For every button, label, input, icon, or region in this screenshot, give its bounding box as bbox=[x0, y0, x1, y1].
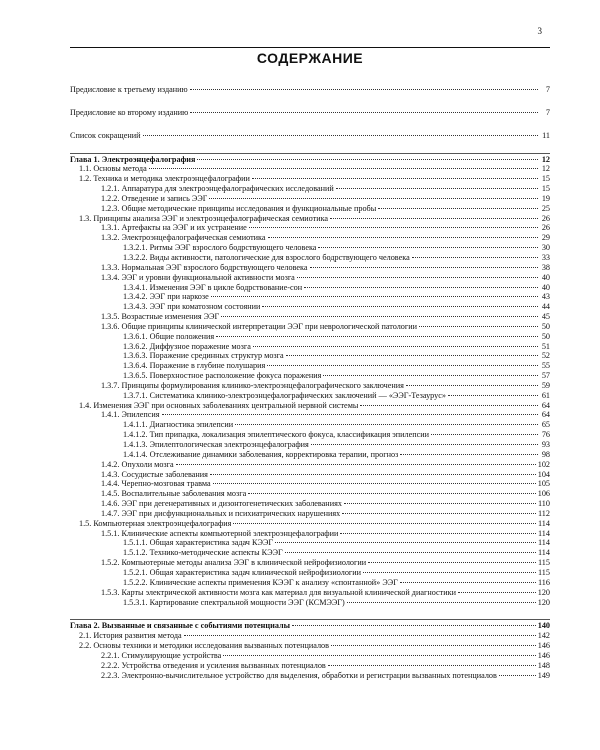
toc-entry-page: 148 bbox=[537, 660, 550, 670]
toc-leader-dots bbox=[213, 483, 536, 484]
toc-entry-page: 65 bbox=[541, 420, 550, 430]
toc-entry-label: 1.3.6.5. Поверхностное расположение фокуса поражения bbox=[123, 371, 322, 381]
toc-entry-page: 98 bbox=[541, 449, 550, 459]
toc-entry bbox=[70, 450, 550, 460]
toc-entry-label: 1.3.3. Нормальная ЭЭГ взрослого бодрствующего человека bbox=[101, 262, 308, 272]
toc-entry bbox=[70, 631, 550, 641]
toc-entry-page: 140 bbox=[537, 621, 550, 631]
toc-leader-dots bbox=[268, 237, 538, 238]
toc-entry-page: 106 bbox=[537, 489, 550, 499]
toc-entry-page: 12 bbox=[541, 154, 550, 164]
toc-entry-label: 1.3.6.4. Поражение в глубине полушария bbox=[123, 361, 266, 371]
toc-entry-page: 112 bbox=[538, 508, 550, 518]
toc-entry bbox=[70, 108, 550, 118]
toc-leader-dots bbox=[221, 316, 538, 317]
toc-entry bbox=[70, 312, 550, 322]
toc-leader-dots bbox=[248, 493, 535, 494]
toc-leader-dots bbox=[211, 296, 538, 297]
toc-entry-label: 1.2.3. Общие методические принципы исследования и функциональные пробы bbox=[101, 203, 377, 213]
toc-entry-label: 2.2.3. Электронно-вычислительное устройство для выделения, обработки и регистрации вызванных потенциалов bbox=[101, 670, 497, 680]
toc-leader-dots bbox=[190, 89, 538, 90]
toc-entry-page: 33 bbox=[541, 252, 550, 262]
toc-entry-page: 146 bbox=[537, 641, 550, 651]
toc-entry-label: 2.2.2. Устройства отведения и усиления вызванных потенциалов bbox=[101, 660, 326, 670]
toc-entry bbox=[70, 558, 550, 568]
toc-entry bbox=[70, 283, 550, 293]
toc-entry-label: 1.5. Компьютерная электроэнцефалография bbox=[79, 518, 232, 528]
toc-entry-label: Предисловие ко второму изданию bbox=[70, 107, 189, 117]
toc-entry-page: 116 bbox=[538, 577, 550, 587]
toc-leader-dots bbox=[304, 287, 538, 288]
table-of-contents bbox=[70, 78, 550, 680]
toc-entry bbox=[70, 204, 550, 214]
toc-entry-page: 26 bbox=[541, 213, 550, 223]
toc-entry bbox=[70, 538, 550, 548]
toc-leader-dots bbox=[330, 218, 538, 219]
toc-entry-label: 1.5.1. Клинические аспекты компьютерной электроэнцефалографии bbox=[101, 528, 339, 538]
toc-leader-dots bbox=[318, 247, 538, 248]
toc-leader-dots bbox=[311, 444, 538, 445]
toc-entry-page: 114 bbox=[538, 548, 550, 558]
toc-entry-page: 64 bbox=[541, 400, 550, 410]
toc-entry-label: 1.3.4.2. ЭЭГ при наркозе bbox=[123, 292, 209, 302]
toc-entry-label: 1.4.1.2. Тип припадка, локализация эпилептического фокуса, классификация эпилепсии bbox=[123, 430, 430, 440]
toc-entry-page: 25 bbox=[541, 203, 550, 213]
toc-entry bbox=[70, 223, 550, 233]
toc-entry-page: 149 bbox=[537, 670, 550, 680]
toc-entry-label: Предисловие к третьему изданию bbox=[70, 85, 188, 94]
toc-entry-page: 29 bbox=[541, 233, 550, 243]
toc-leader-dots bbox=[262, 306, 538, 307]
toc-entry-label: 1.4.5. Воспалительные заболевания мозга bbox=[101, 489, 247, 499]
toc-entry-label: Список сокращений bbox=[70, 130, 141, 140]
toc-entry bbox=[70, 440, 550, 450]
toc-leader-dots bbox=[162, 414, 538, 415]
toc-entry bbox=[70, 588, 550, 598]
toc-entry-label: 1.3.7. Принципы формулирования клинико-электроэнцефалографического заключения bbox=[101, 380, 404, 390]
toc-entry-label: 1.4.1.1. Диагностика эпилепсии bbox=[123, 420, 234, 430]
toc-entry bbox=[70, 302, 550, 312]
toc-entry bbox=[70, 273, 550, 283]
toc-leader-dots bbox=[235, 424, 538, 425]
toc-entry-page: 102 bbox=[537, 459, 550, 469]
toc-entry-page: 115 bbox=[538, 567, 550, 577]
toc-entry-label: 1.5.3. Карты электрической активности мозга как материал для визуальной клинической диагностики bbox=[101, 587, 456, 597]
toc-leader-dots bbox=[331, 645, 536, 646]
toc-leader-dots bbox=[184, 635, 536, 636]
heading-rule bbox=[70, 47, 550, 48]
toc-entry-label: 2.1. История развития метода bbox=[79, 631, 182, 641]
toc-entry-page: 59 bbox=[541, 380, 550, 390]
toc-entry bbox=[70, 619, 550, 631]
toc-leader-dots bbox=[336, 188, 538, 189]
toc-entry bbox=[70, 470, 550, 480]
toc-entry-page: 61 bbox=[541, 390, 550, 400]
toc-entry-label: 1.3.2. Электроэнцефалографическая семиотика bbox=[101, 233, 266, 243]
toc-entry-page: 110 bbox=[538, 499, 550, 509]
toc-entry-label: 1.4.3. Сосудистые заболевания bbox=[101, 469, 208, 479]
toc-entry-label: 1.3.2.2. Виды активности, патологические для взрослого бодрствующего человека bbox=[123, 252, 410, 262]
toc-leader-dots bbox=[253, 346, 538, 347]
toc-entry-page: 114 bbox=[538, 528, 550, 538]
toc-leader-dots bbox=[344, 503, 536, 504]
toc-entry-label: 1.5.3.1. Картирование спектральной мощности ЭЭГ (КСМЭЭГ) bbox=[123, 597, 345, 607]
toc-entry-page: 104 bbox=[537, 469, 550, 479]
toc-leader-dots bbox=[190, 112, 538, 113]
toc-entry bbox=[70, 460, 550, 470]
toc-entry bbox=[70, 661, 550, 671]
toc-entry-page: 50 bbox=[541, 321, 550, 331]
toc-entry bbox=[70, 391, 550, 401]
page-number: 3 bbox=[537, 26, 542, 36]
toc-leader-dots bbox=[233, 523, 536, 524]
toc-entry-label: 1.3.6. Общие принципы клинической интерпретации ЭЭГ при неврологической патологии bbox=[101, 321, 418, 331]
toc-entry bbox=[70, 85, 550, 95]
toc-entry bbox=[70, 174, 550, 184]
toc-entry bbox=[70, 292, 550, 302]
toc-entry-page: 120 bbox=[537, 587, 550, 597]
toc-leader-dots bbox=[363, 572, 536, 573]
toc-entry-page: 114 bbox=[538, 518, 550, 528]
toc-entry bbox=[70, 499, 550, 509]
toc-entry-label: 1.2.1. Аппаратура для электроэнцефалографических исследований bbox=[101, 184, 334, 194]
toc-leader-dots bbox=[378, 208, 538, 209]
toc-entry bbox=[70, 479, 550, 489]
toc-entry-label: 1.3.1. Артефакты на ЭЭГ и их устранение bbox=[101, 223, 247, 233]
toc-entry-label: 1.5.1.2. Технико-методические аспекты КЭЭГ bbox=[123, 548, 283, 558]
toc-entry-page: 142 bbox=[537, 631, 550, 641]
toc-entry bbox=[70, 529, 550, 539]
toc-entry-page: 19 bbox=[541, 193, 550, 203]
toc-entry-page: 120 bbox=[537, 597, 550, 607]
toc-leader-dots bbox=[252, 178, 538, 179]
toc-leader-dots bbox=[412, 257, 538, 258]
toc-entry-page: 55 bbox=[541, 361, 550, 371]
toc-entry-page: 52 bbox=[541, 351, 550, 361]
toc-leader-dots bbox=[323, 375, 538, 376]
toc-entry-label: 1.3.4. ЭЭГ и уровни функциональной активности мозга bbox=[101, 272, 295, 282]
toc-entry-label: 1.2.2. Отведение и запись ЭЭГ bbox=[101, 193, 208, 203]
toc-entry-label: 2.2.1. Стимулирующие устройства bbox=[101, 650, 222, 660]
toc-entry-page: 15 bbox=[541, 184, 550, 194]
toc-entry-label: 1.3.5. Возрастные изменения ЭЭГ bbox=[101, 312, 220, 322]
toc-entry-page: 114 bbox=[538, 538, 550, 548]
toc-entry-label: 1.5.2.2. Клинические аспекты применения КЭЭГ к анализу «спонтанной» ЭЭГ bbox=[123, 577, 398, 587]
toc-entry-page: 40 bbox=[541, 272, 550, 282]
toc-entry bbox=[70, 153, 550, 165]
toc-entry bbox=[70, 322, 550, 332]
toc-leader-dots bbox=[431, 434, 538, 435]
toc-entry-page: 50 bbox=[541, 331, 550, 341]
toc-entry-page: 11 bbox=[542, 130, 550, 140]
toc-entry-page: 57 bbox=[541, 371, 550, 381]
toc-leader-dots bbox=[368, 562, 536, 563]
toc-entry-page: 115 bbox=[538, 558, 550, 568]
toc-entry-label: 1.4.1.3. Эпилептологическая электроэнцефалография bbox=[123, 440, 309, 449]
toc-entry bbox=[70, 342, 550, 352]
toc-leader-dots bbox=[310, 267, 538, 268]
toc-entry-page: 51 bbox=[541, 341, 550, 351]
toc-entry bbox=[70, 131, 550, 141]
toc-entry-label: 1.4.1. Эпилепсия bbox=[101, 410, 160, 420]
toc-leader-dots bbox=[340, 533, 536, 534]
toc-leader-dots bbox=[285, 552, 536, 553]
toc-entry-label: 1.4.7. ЭЭГ при дисфункциональных и психиатрических нарушениях bbox=[101, 508, 341, 518]
toc-entry bbox=[70, 519, 550, 529]
toc-entry-page: 93 bbox=[541, 440, 550, 449]
toc-leader-dots bbox=[223, 655, 535, 656]
toc-entry-label: 1.4. Изменения ЭЭГ при основных заболеваниях центральной нервной системы bbox=[79, 400, 359, 410]
toc-entry-label: Глава 1. Электроэнцефалография bbox=[70, 154, 196, 164]
toc-leader-dots bbox=[458, 592, 536, 593]
toc-entry-label: 1.3.4.1. Изменения ЭЭГ в цикле бодрствование-сон bbox=[123, 282, 303, 292]
toc-entry bbox=[70, 253, 550, 263]
toc-leader-dots bbox=[342, 513, 536, 514]
toc-entry-label: 1.3.2.1. Ритмы ЭЭГ взрослого бодрствующего человека bbox=[123, 243, 317, 253]
page-title: СОДЕРЖАНИЕ bbox=[256, 50, 364, 66]
toc-entry-page: 146 bbox=[537, 650, 550, 660]
toc-entry bbox=[70, 381, 550, 391]
toc-entry-label: 1.4.2. Опухоли мозга bbox=[101, 459, 174, 469]
toc-entry bbox=[70, 164, 550, 174]
toc-entry-label: 1.2. Техника и методика электроэнцефалографии bbox=[79, 174, 250, 184]
toc-entry bbox=[70, 361, 550, 371]
toc-entry-label: 1.3.4.3. ЭЭГ при коматозном состоянии bbox=[123, 302, 261, 312]
toc-leader-dots bbox=[419, 326, 538, 327]
toc-entry bbox=[70, 194, 550, 204]
toc-entry bbox=[70, 263, 550, 273]
toc-entry-page: 38 bbox=[541, 262, 550, 272]
toc-leader-dots bbox=[143, 135, 539, 136]
toc-entry bbox=[70, 214, 550, 224]
toc-entry-label: 1.3. Принципы анализа ЭЭГ и электроэнцефалографическая семиотика bbox=[79, 213, 329, 223]
toc-entry-label: 2.2. Основы техники и методики исследования вызванных потенциалов bbox=[79, 641, 330, 651]
toc-leader-dots bbox=[286, 355, 538, 356]
toc-entry-label: 1.3.7.1. Систематика клинико-электроэнцефалографических заключений — «ЭЭГ-Тезаурус» bbox=[123, 390, 446, 400]
toc-leader-dots bbox=[360, 405, 538, 406]
toc-leader-dots bbox=[210, 474, 536, 475]
toc-entry-page: 7 bbox=[545, 107, 550, 117]
toc-entry-page: 40 bbox=[541, 282, 550, 292]
toc-leader-dots bbox=[448, 395, 538, 396]
toc-entry bbox=[70, 410, 550, 420]
toc-entry-label: 1.4.6. ЭЭГ при дегенеративных и дизонтогенетических заболеваниях bbox=[101, 499, 342, 509]
toc-entry bbox=[70, 651, 550, 661]
toc-entry bbox=[70, 671, 550, 681]
toc-entry-page: 105 bbox=[537, 479, 550, 489]
toc-leader-dots bbox=[267, 365, 538, 366]
toc-entry-page: 64 bbox=[541, 410, 550, 420]
toc-entry bbox=[70, 578, 550, 588]
toc-leader-dots bbox=[209, 198, 538, 199]
toc-entry bbox=[70, 243, 550, 253]
toc-entry bbox=[70, 509, 550, 519]
toc-entry-label: 1.5.2. Компьютерные методы анализа ЭЭГ в клинической нейрофизиологии bbox=[101, 558, 367, 568]
toc-leader-dots bbox=[400, 454, 538, 455]
toc-entry-label: 1.3.6.1. Общие положения bbox=[123, 331, 215, 341]
toc-leader-dots bbox=[297, 277, 538, 278]
toc-leader-dots bbox=[249, 227, 538, 228]
toc-entry bbox=[70, 371, 550, 381]
toc-entry-page: 76 bbox=[541, 430, 550, 440]
toc-entry-label: 1.3.6.2. Диффузное поражение мозга bbox=[123, 341, 251, 351]
toc-entry bbox=[70, 351, 550, 361]
toc-leader-dots bbox=[406, 385, 538, 386]
toc-entry-page: 30 bbox=[541, 243, 550, 253]
toc-entry bbox=[70, 332, 550, 342]
toc-leader-dots bbox=[275, 542, 536, 543]
toc-entry bbox=[70, 430, 550, 440]
toc-entry-page: 43 bbox=[541, 292, 550, 302]
toc-entry bbox=[70, 420, 550, 430]
toc-entry-label: 1.5.2.1. Общая характеристика задач клинической нейрофизиологии bbox=[123, 567, 362, 577]
toc-leader-dots bbox=[400, 582, 536, 583]
toc-entry bbox=[70, 233, 550, 243]
toc-entry-label: 1.3.6.3. Поражение срединных структур мозга bbox=[123, 351, 284, 361]
toc-entry-page: 15 bbox=[541, 174, 550, 184]
toc-leader-dots bbox=[499, 675, 536, 676]
toc-entry-page: 44 bbox=[541, 302, 550, 312]
toc-entry bbox=[70, 548, 550, 558]
toc-entry-page: 12 bbox=[541, 164, 550, 174]
toc-leader-dots bbox=[328, 665, 536, 666]
toc-entry-page: 26 bbox=[541, 223, 550, 233]
toc-leader-dots bbox=[292, 625, 536, 626]
toc-entry-label: 1.5.1.1. Общая характеристика задач КЭЭГ bbox=[123, 538, 274, 548]
toc-entry-label: 1.4.4. Черепно-мозговая травма bbox=[101, 479, 211, 489]
toc-entry-label: Глава 2. Вызванные и связанные с событиями потенциалы bbox=[70, 621, 290, 631]
toc-leader-dots bbox=[149, 168, 538, 169]
toc-entry bbox=[70, 641, 550, 651]
toc-entry bbox=[70, 489, 550, 499]
toc-leader-dots bbox=[216, 336, 538, 337]
toc-entry-page: 45 bbox=[541, 312, 550, 322]
toc-entry bbox=[70, 184, 550, 194]
toc-leader-dots bbox=[197, 159, 538, 160]
toc-entry bbox=[70, 598, 550, 608]
toc-leader-dots bbox=[347, 602, 536, 603]
toc-entry-page: 7 bbox=[545, 85, 550, 94]
toc-entry bbox=[70, 568, 550, 578]
toc-leader-dots bbox=[176, 464, 536, 465]
toc-entry-label: 1.4.1.4. Отслеживание динамики заболевания, корректировка терапии, прогноз bbox=[123, 449, 399, 459]
toc-entry-label: 1.1. Основы метода bbox=[79, 164, 147, 174]
toc-entry bbox=[70, 401, 550, 411]
